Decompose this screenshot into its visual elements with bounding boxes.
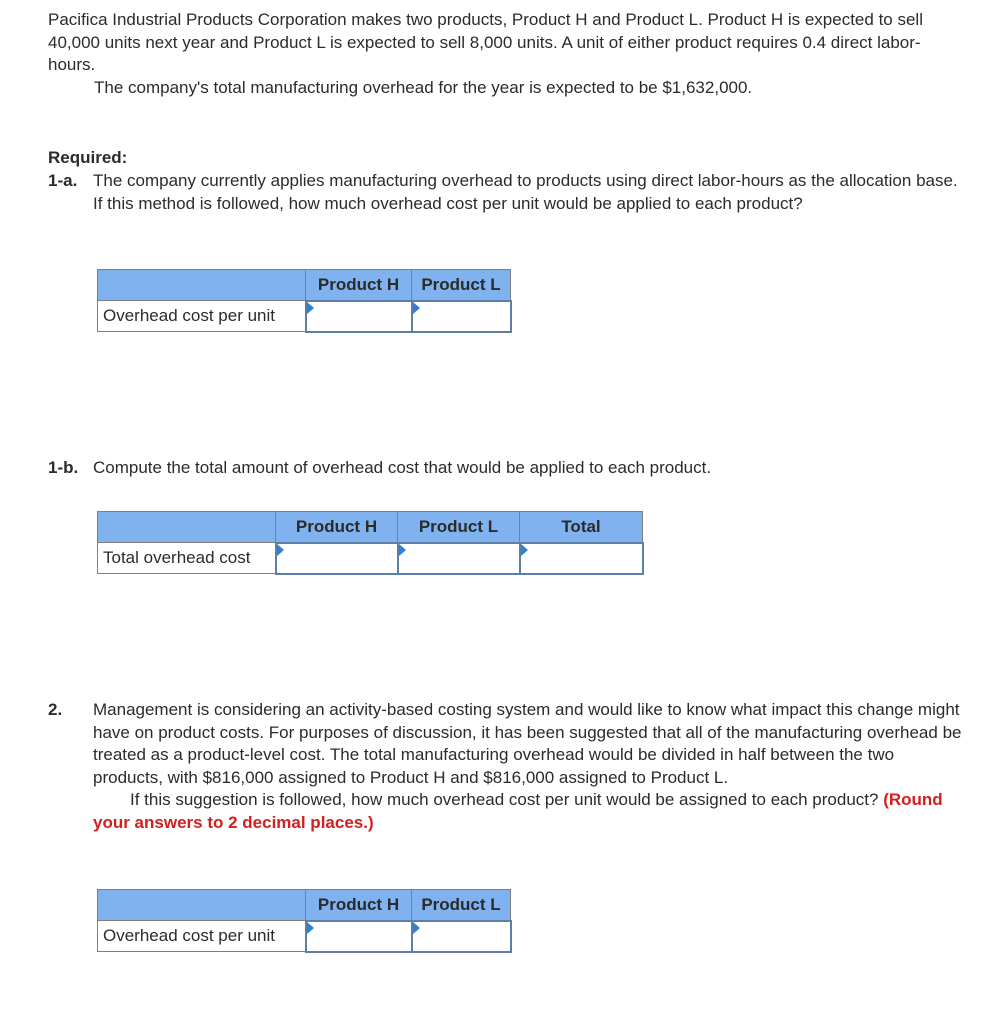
header-product-h: Product H [306,270,412,301]
header-product-l: Product L [412,890,511,921]
question-1b [48,457,963,480]
question-2-paragraph: Management is considering an activity-based costing system and would like to know what impact this change might have on product costs. For purposes of discussion, it has been suggested that all of the manufacturing overhead be treated as a product-level cost. The total manufacturing overhead would be divided in half between the two products, with $816,000 assigned to Product H and $816,000 assigned to Product L. [93,700,962,787]
question-text: Compute the total amount of overhead cost that would be applied to each product. [93,458,712,477]
header-product-h: Product H [276,512,398,543]
product-l-input-cell[interactable] [412,921,511,952]
row-label: Overhead cost per unit [98,921,306,952]
rounding-note: (Round your answers to 2 decimal places.) [93,790,943,832]
question-number: 2. [48,700,63,719]
intro-overhead-sentence: The company's total manufacturing overhead for the year is expected to be $1,632,000. [94,77,753,97]
total-input[interactable] [521,544,642,573]
intro-paragraph: Pacifica Industrial Products Corporation makes two products, Product H and Product L. Product H is expected to sell 40,000 units next year and Product L is expected to sell 8,000 units. A unit of either product requires 0.4 direct labor-hours. [48,10,923,74]
table-header-row [98,270,511,301]
table-row [98,301,511,332]
product-l-input[interactable] [399,544,519,573]
answer-table-2 [97,889,512,953]
product-h-input-cell[interactable] [276,543,398,574]
question-text: The company currently applies manufacturing overhead to products using direct labor-hours as the allocation base. If this method is followed, how much overhead cost per unit would be applied to each product? [93,171,958,213]
product-l-input[interactable] [413,922,510,951]
table-header-row [98,890,511,921]
product-h-input[interactable] [277,544,397,573]
product-h-input[interactable] [307,302,411,331]
table-row [98,543,643,574]
product-l-input-cell[interactable] [398,543,520,574]
header-blank-cell [98,270,306,301]
problem-intro [48,9,963,99]
table-header-row [98,512,643,543]
header-product-h: Product H [306,890,412,921]
row-label: Overhead cost per unit [98,301,306,332]
product-h-input-cell[interactable] [306,301,412,332]
header-blank-cell [98,512,276,543]
question-text [93,699,963,834]
row-label: Total overhead cost [98,543,276,574]
product-l-input-cell[interactable] [412,301,511,332]
product-l-input[interactable] [413,302,510,331]
header-total: Total [520,512,643,543]
question-2 [48,699,963,834]
answer-table-1a [97,269,512,333]
question-2-prompt [93,789,963,834]
table-row [98,921,511,952]
prompt-text: If this suggestion is followed, how much overhead cost per unit would be assigned to each product? [130,790,879,809]
answer-table-1b [97,511,644,575]
header-product-l: Product L [398,512,520,543]
question-number: 1-a. [48,171,78,190]
product-h-input[interactable] [307,922,411,951]
product-h-input-cell[interactable] [306,921,412,952]
required-heading: Required: [48,148,128,167]
question-1a [48,170,963,215]
question-number: 1-b. [48,458,79,477]
header-blank-cell [98,890,306,921]
header-product-l: Product L [412,270,511,301]
total-input-cell[interactable] [520,543,643,574]
